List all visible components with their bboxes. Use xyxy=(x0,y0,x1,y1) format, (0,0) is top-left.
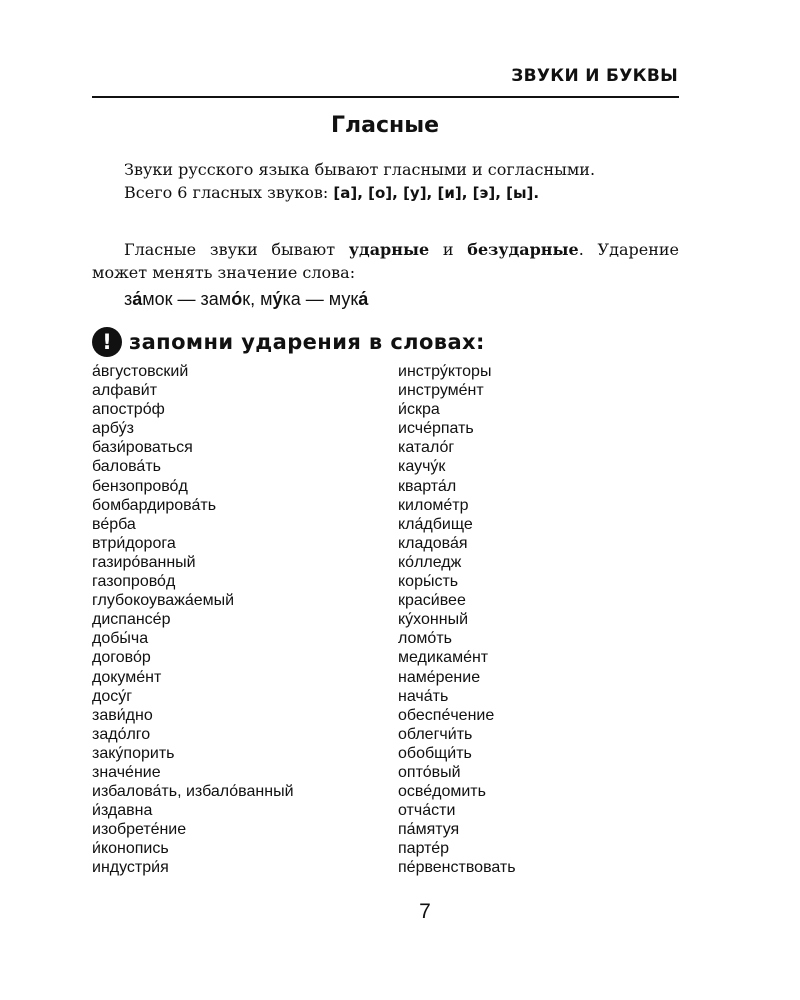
word-item: ве́рба xyxy=(92,515,136,533)
word-item: газиро́ванный xyxy=(92,553,196,571)
word-item: арбу́з xyxy=(92,420,134,438)
word-item: апостро́ф xyxy=(92,401,165,419)
word-item: кладова́я xyxy=(398,534,468,552)
word-item: обеспе́чение xyxy=(398,706,495,724)
word-item: краси́вее xyxy=(398,592,466,610)
word-item: ку́хонный xyxy=(398,611,469,629)
example-part: з xyxy=(124,289,133,309)
word-item: ко́лледж xyxy=(398,553,462,571)
stress-example xyxy=(124,289,368,310)
word-item: и́скра xyxy=(398,401,440,419)
intro-line-2-prefix: Всего 6 гласных звуков: xyxy=(124,183,334,202)
word-item: а́вгустовский xyxy=(92,363,189,380)
word-item: изобрете́ние xyxy=(92,821,187,839)
running-head: ЗВУКИ И БУКВЫ xyxy=(511,66,678,86)
stress-text-before: Гласные звуки бывают xyxy=(124,240,349,259)
word-item: отча́сти xyxy=(398,802,456,820)
word-item: и́конопись xyxy=(92,840,169,858)
intro-paragraph xyxy=(92,158,679,205)
word-item: бензопрово́д xyxy=(92,477,188,495)
word-item: катало́г xyxy=(398,439,455,457)
word-item: газопрово́д xyxy=(92,573,176,591)
word-item: втри́дорога xyxy=(92,534,176,552)
word-item: индустри́я xyxy=(92,859,169,877)
example-part: ка — мук xyxy=(282,289,359,309)
word-item: зави́дно xyxy=(92,706,153,724)
stress-text-after: . Ударение может менять значение слова: xyxy=(92,240,679,282)
intro-line-2 xyxy=(92,181,679,205)
stress-text-middle: и xyxy=(429,240,468,259)
word-item: докуме́нт xyxy=(92,668,162,686)
header-rule xyxy=(92,96,679,98)
word-item: па́мятуя xyxy=(398,821,460,839)
example-stressed-vowel: а́ xyxy=(358,289,369,309)
word-item: нача́ть xyxy=(398,687,449,705)
word-item: бомбардирова́ть xyxy=(92,496,217,514)
word-item: пе́рвенствовать xyxy=(398,859,516,877)
word-item: коры́сть xyxy=(398,573,459,591)
example-part: к, м xyxy=(242,289,273,309)
word-list-right xyxy=(398,362,516,878)
word-item: задо́лго xyxy=(92,725,151,743)
example-stressed-vowel: о́ xyxy=(231,289,243,309)
example-stressed-vowel: у́ xyxy=(272,289,283,309)
word-item: бази́роваться xyxy=(92,439,193,457)
word-item: догово́р xyxy=(92,649,151,667)
unstressed-term: безударные xyxy=(467,240,579,259)
word-item: осве́домить xyxy=(398,783,486,801)
intro-line-1: Звуки русского языка бывают гласными и согласными. xyxy=(124,160,596,179)
example-part: мок — зам xyxy=(142,289,232,309)
page-number: 7 xyxy=(419,900,431,923)
word-item: ломо́ть xyxy=(398,630,452,648)
word-item: заку́порить xyxy=(92,744,175,762)
stress-paragraph-text xyxy=(92,238,679,284)
word-item: медикаме́нт xyxy=(398,649,489,667)
word-item: исче́рпать xyxy=(398,420,474,438)
word-item: досу́г xyxy=(92,687,133,705)
example-stressed-vowel: а́ xyxy=(132,289,143,309)
word-item: кварта́л xyxy=(398,477,457,495)
word-item: кла́дбище xyxy=(398,515,473,533)
word-item: киломе́тр xyxy=(398,496,469,514)
word-item: опто́вый xyxy=(398,763,461,781)
word-item: и́здавна xyxy=(92,802,153,820)
word-item: балова́ть xyxy=(92,458,161,476)
reminder-text: запомни ударения в словах: xyxy=(129,330,485,354)
exclamation-icon: ! xyxy=(92,327,122,357)
word-item: значе́ние xyxy=(92,763,161,781)
word-item: диспансе́р xyxy=(92,611,171,629)
word-item: глубокоуважа́емый xyxy=(92,592,235,610)
word-item: избалова́ть, избало́ванный xyxy=(92,783,294,801)
word-item: обобщи́ть xyxy=(398,744,472,762)
vowel-sounds-list: [а], [о], [у], [и], [э], [ы]. xyxy=(333,184,540,202)
word-item: инстру́кторы xyxy=(398,363,492,380)
word-item: инструме́нт xyxy=(398,382,484,400)
reminder-heading xyxy=(92,326,485,358)
stress-paragraph xyxy=(92,238,679,284)
word-list-left xyxy=(92,362,294,878)
section-title: Гласные xyxy=(330,113,440,138)
word-item: парте́р xyxy=(398,840,450,858)
stressed-term: ударные xyxy=(348,240,430,259)
word-item: алфави́т xyxy=(92,382,158,400)
word-item: облегчи́ть xyxy=(398,725,473,743)
word-item: наме́рение xyxy=(398,668,481,686)
word-item: каучу́к xyxy=(398,458,446,476)
word-item: добы́ча xyxy=(92,630,149,648)
